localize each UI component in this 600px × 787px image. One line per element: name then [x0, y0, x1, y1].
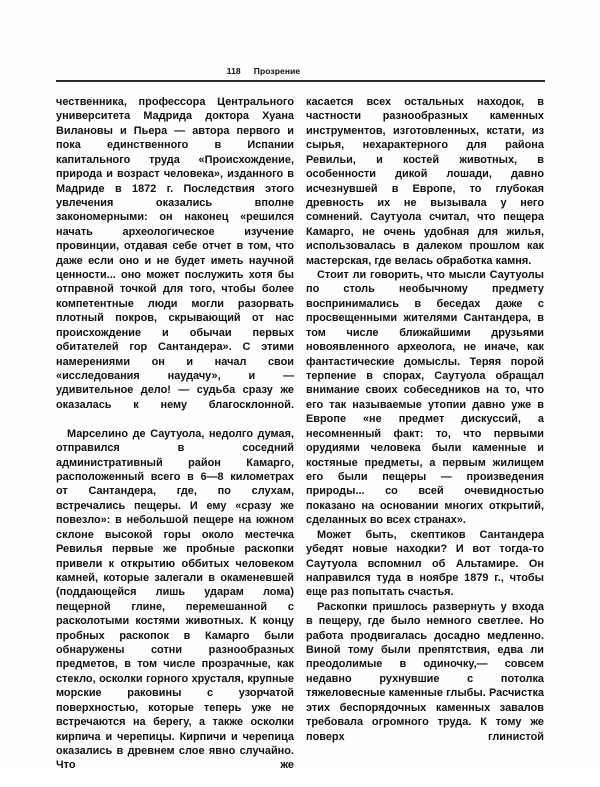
header-rule — [56, 80, 545, 82]
running-header — [56, 66, 545, 82]
text-body — [56, 95, 545, 787]
paragraph: чественника, профессора Центрального университета Мадрида доктора Хуана Вилановы и Пьера — автора первого и пока единственного в Испании капитального труда «Происхождение, природа и возраст человека», изданного в Мадриде в 1872 г. Последствия этого увлечения оказались вполне закономерными: он наконец «решился начать археологическое изучение провинции, отдавая себе отчет в том, что даже если оно и не будет иметь научной ценности... оно может послужить хотя бы отправной точкой для того, чтобы более компетентные люди могли разорвать плотный покров, скрывающий от нас происхождение и обычаи первых обитателей гор Сантандера». С этими намерениями он и начал свои «исследования наудачу», и — удивительное дело! — судьба сразу же оказалась к нему благосклонной. — [56, 96, 294, 411]
column-left — [56, 95, 294, 787]
paragraph: Раскопки пришлось развернуть у входа в пещеру, где было немного светлее. Но работа продвигалась досадно медленно. Виной тому были препятствия, едва ли преодолимые в одиночку,— совсем недавно рухнувшие с потолка тяжеловесные каменные глыбы. Расчистка этих беспорядочных каменных завалов требовала огромного труда. К тому же поверх глинистой — [306, 600, 544, 743]
paragraph: Стоит ли говорить, что мысли Саутуолы по столь необычному предмету воспринимались в беседах даже с просвещенными жителями Сантандера, в том числе ближайшими друзьями новоявленного археолога, не иначе, как фантастические домыслы. Теряя порой терпение в спорах, Саутуола обращал внимание своих собеседников на то, что его так называемые утопии давно уже в Европе «не предмет дискуссий, а несомненный факт: то, что первыми орудиями человека были каменные и костяные предметы, а первым жилищем его были пещеры — произведения природы... со всей очевидностью показано на основании многих открытий, сделанных во всех странах». — [306, 269, 544, 527]
paragraph: Может быть, скептиков Сантандера убедят новые находки? И вот тогда-то Саутуола вспомнил об Альтамире. Он направился туда в ноябре 1879 г., чтобы еще раз попытать счастья. — [306, 528, 544, 599]
running-title: Прозрение — [253, 66, 301, 76]
column-right — [306, 95, 544, 787]
paragraph: Марселино де Саутуола, недолго думая, отправился в соседний административный район Камарго, расположенный всего в 6—8 километрах от Сантандера, где, по слухам, встречались пещеры. И ему «сразу же повезло»: в небольшой пещере на южном склоне высокой горы около местечка Ревилья первые же пробные раскопки привели к открытию оббитых человеком камней, которые залегали в окаменевшей (поддающейся лишь ударам лома) пещерной глине, перемешанной с расколотыми костями животных. К концу пробных раскопок в Камарго были обнаружены сотни разнообразных предметов, в том числе прозрачные, как стекло, осколки горного хрусталя, крупные морские раковины с узорчатой поверхностью, которые теперь уже не встречаются на берегу, а также осколки кирпича и черепицы. Кирпичи и черепица оказались в древнем слое явно случайно. Что же — [56, 427, 294, 772]
paragraph: касается всех остальных находок, в частности разнообразных каменных инструментов, изготовленных, кстати, из сырья, нехарактерного для района Ревильи, и костей животных, в особенности дикой лошади, давно исчезнувшей в Европе, то глубокая древность их не вызывала у него сомнений. Саутуола считал, что пещера Камарго, не очень удобная для жилья, использовалась в далеком прошлом как мастерская, где велась обработка камня. — [306, 96, 544, 267]
page-number: 118 — [226, 66, 241, 76]
running-header-line — [56, 66, 545, 77]
